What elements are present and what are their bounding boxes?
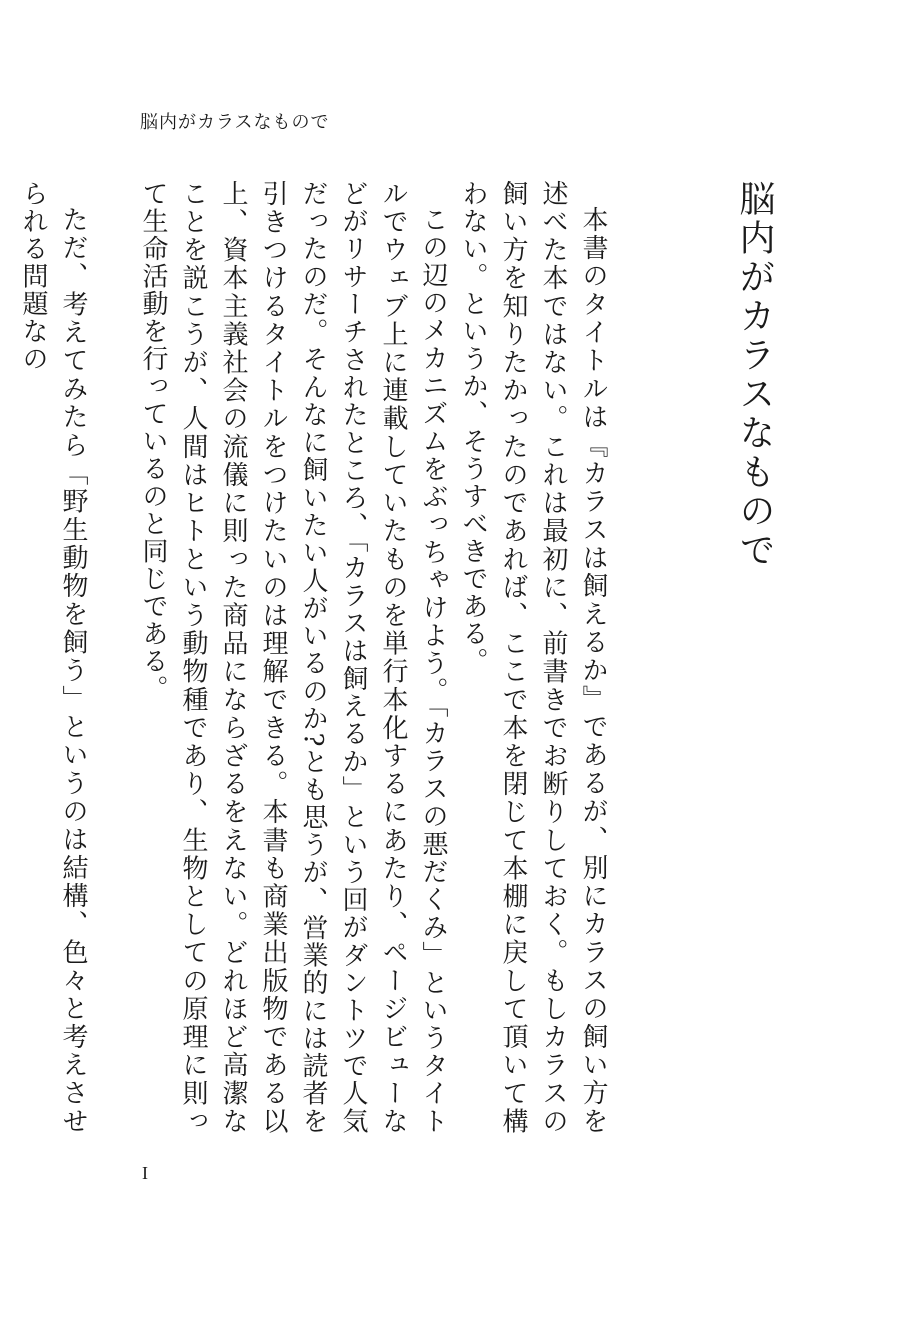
running-header: 脳内がカラスなもので: [140, 112, 330, 133]
paragraph: 本書のタイトルは『カラスは飼えるか』であるが、別にカラスの飼い方を述べた本ではない。これは最初に、前書きでお断りしておく。もしカラスの飼い方を知りたかったのであれば、ここで本を閉じて本棚に戻して頂いて構わない。というか、そうすべきである。: [458, 180, 608, 1136]
paragraph: この辺のメカニズムをぶっちゃけよう。「カラスの悪だくみ」というタイトルでウェブ上に連載していたものを単行本化するにあたり、ページビューなどがリサーチされたところ、「カラスは飼えるか」という回がダントツで人気だったのだ。そんなに飼いたい人がいるのか?とも思うが、営業的には読者を引きつけるタイトルをつけたいのは理解できる。本書も商業出版物である以上、資本主義社会の流儀に則った商品にならざるをえない。どれほど高潔なことを説こうが、人間はヒトという動物種であり、生物としての原理に則って生命活動を行っているのと同じである。: [138, 180, 448, 1136]
chapter-title: 脳内がカラスなもので: [734, 180, 775, 570]
body-text: [18, 180, 613, 1136]
paragraph: ただ、考えてみたら「野生動物を飼う」というのは結構、色々と考えさせられる問題なの: [18, 180, 88, 1135]
page-number: I: [142, 1163, 148, 1183]
